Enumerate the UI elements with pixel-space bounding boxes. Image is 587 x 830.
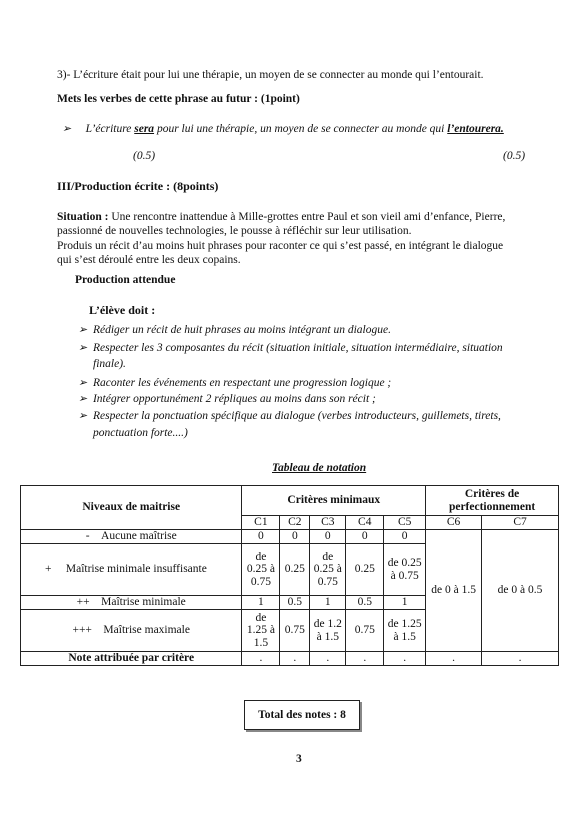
- cell: 0: [242, 530, 280, 544]
- cell: de 1.25 à 1.5: [242, 610, 280, 652]
- col-c3: C3: [310, 516, 346, 530]
- note-label: Note attribuée par critère: [21, 652, 242, 666]
- cell: 0.75: [280, 610, 310, 652]
- col-c7: C7: [482, 516, 559, 530]
- header-criteres-perfectionnement: Critères de perfectionnement: [426, 486, 559, 516]
- cell: 1: [310, 596, 346, 610]
- arrow-bullet-icon: ➢: [78, 393, 88, 405]
- cell: 0.75: [346, 610, 384, 652]
- answer-verb-2: l’entourera.: [447, 123, 504, 135]
- task-line-1: Produis un récit d’au moins huit phrases pour raconter ce qui s’est passé, en intégrant le dialogue: [57, 240, 504, 252]
- arrow-bullet-icon: ➢: [78, 342, 88, 354]
- cell: .: [280, 652, 310, 666]
- section-3-title: III/Production écrite : (8points): [57, 179, 219, 193]
- level-label: +++ Maîtrise maximale: [21, 610, 242, 652]
- table-row: [21, 530, 559, 544]
- cell: 1: [384, 596, 426, 610]
- level-label: - Aucune maîtrise: [21, 530, 242, 544]
- cell: 1: [242, 596, 280, 610]
- cell: 0.5: [280, 596, 310, 610]
- bullet-2-cont: finale).: [93, 358, 126, 370]
- table-row: [21, 652, 559, 666]
- cell: .: [310, 652, 346, 666]
- bullet-3: ➢ Raconter les événements en respectant une progression logique ;: [78, 377, 392, 389]
- production-attendue: Production attendue: [75, 274, 176, 286]
- arrow-bullet-icon: ➢: [62, 123, 72, 135]
- answer-verb-1: sera: [134, 123, 155, 135]
- col-c5: C5: [384, 516, 426, 530]
- col-c4: C4: [346, 516, 384, 530]
- arrow-bullet-icon: ➢: [78, 324, 88, 336]
- header-criteres-minimaux: Critères minimaux: [242, 486, 426, 516]
- cell: 0: [310, 530, 346, 544]
- cell: .: [242, 652, 280, 666]
- cell: 0: [280, 530, 310, 544]
- cell: de 1.25 à 1.5: [384, 610, 426, 652]
- question-3-sentence: 3)- L’écriture était pour lui une thérapie, un moyen de se connecter au monde qui l’entourait.: [57, 69, 484, 81]
- col-c1: C1: [242, 516, 280, 530]
- cell: .: [384, 652, 426, 666]
- cell: de 0.25 à 0.75: [242, 544, 280, 596]
- cell: .: [482, 652, 559, 666]
- page-number: 3: [296, 753, 302, 765]
- cell: de 1.2 à 1.5: [310, 610, 346, 652]
- arrow-bullet-icon: ➢: [78, 410, 88, 422]
- level-label: ++ Maîtrise minimale: [21, 596, 242, 610]
- grading-table: [20, 485, 559, 666]
- cell: 0.25: [280, 544, 310, 596]
- bullet-1: ➢ Rédiger un récit de huit phrases au moins intégrant un dialogue.: [78, 324, 391, 336]
- level-label: + Maîtrise minimale insuffisante: [21, 544, 242, 596]
- cell: de 0.25 à 0.75: [310, 544, 346, 596]
- question-3-answer: ➢ L’écriture sera pour lui une thérapie, un moyen de se connecter au monde qui l’entourera.: [62, 123, 504, 135]
- points-left: (0.5): [133, 150, 156, 162]
- cell: 0.25: [346, 544, 384, 596]
- bullet-2: ➢ Respecter les 3 composantes du récit (situation initiale, situation intermédiaire, situation: [78, 342, 503, 354]
- cell: de 0.25 à 0.75: [384, 544, 426, 596]
- header-niveaux: Niveaux de maitrise: [21, 486, 242, 530]
- cell: .: [426, 652, 482, 666]
- task-line-2: qui s’est déroulé entre les deux copains.: [57, 254, 241, 266]
- eleve-doit: L’élève doit :: [89, 303, 156, 317]
- cell-c6: de 0 à 1.5: [426, 530, 482, 652]
- bullet-5-cont: ponctuation forte....): [93, 427, 188, 439]
- question-3-instruction: Mets les verbes de cette phrase au futur : (1point): [57, 93, 300, 105]
- cell: 0: [384, 530, 426, 544]
- col-c6: C6: [426, 516, 482, 530]
- arrow-bullet-icon: ➢: [78, 377, 88, 389]
- situation-line-1: Situation : Une rencontre inattendue à Mille-grottes entre Paul et son vieil ami d’enfance, Pierre,: [57, 211, 506, 223]
- cell: .: [346, 652, 384, 666]
- table-title: Tableau de notation: [272, 462, 367, 474]
- bullet-4: ➢ Intégrer opportunément 2 répliques au moins dans son récit ;: [78, 393, 376, 405]
- cell: 0: [346, 530, 384, 544]
- situation-line-2: passionné de nouvelles technologies, le pousse à réfléchir sur leur utilisation.: [57, 225, 412, 237]
- bullet-5: ➢ Respecter la ponctuation spécifique au dialogue (verbes introducteurs, guillemets, tirets,: [78, 410, 501, 422]
- cell: 0.5: [346, 596, 384, 610]
- points-right: (0.5): [503, 150, 526, 162]
- col-c2: C2: [280, 516, 310, 530]
- total-box: Total des notes : 8: [244, 700, 360, 730]
- cell-c7: de 0 à 0.5: [482, 530, 559, 652]
